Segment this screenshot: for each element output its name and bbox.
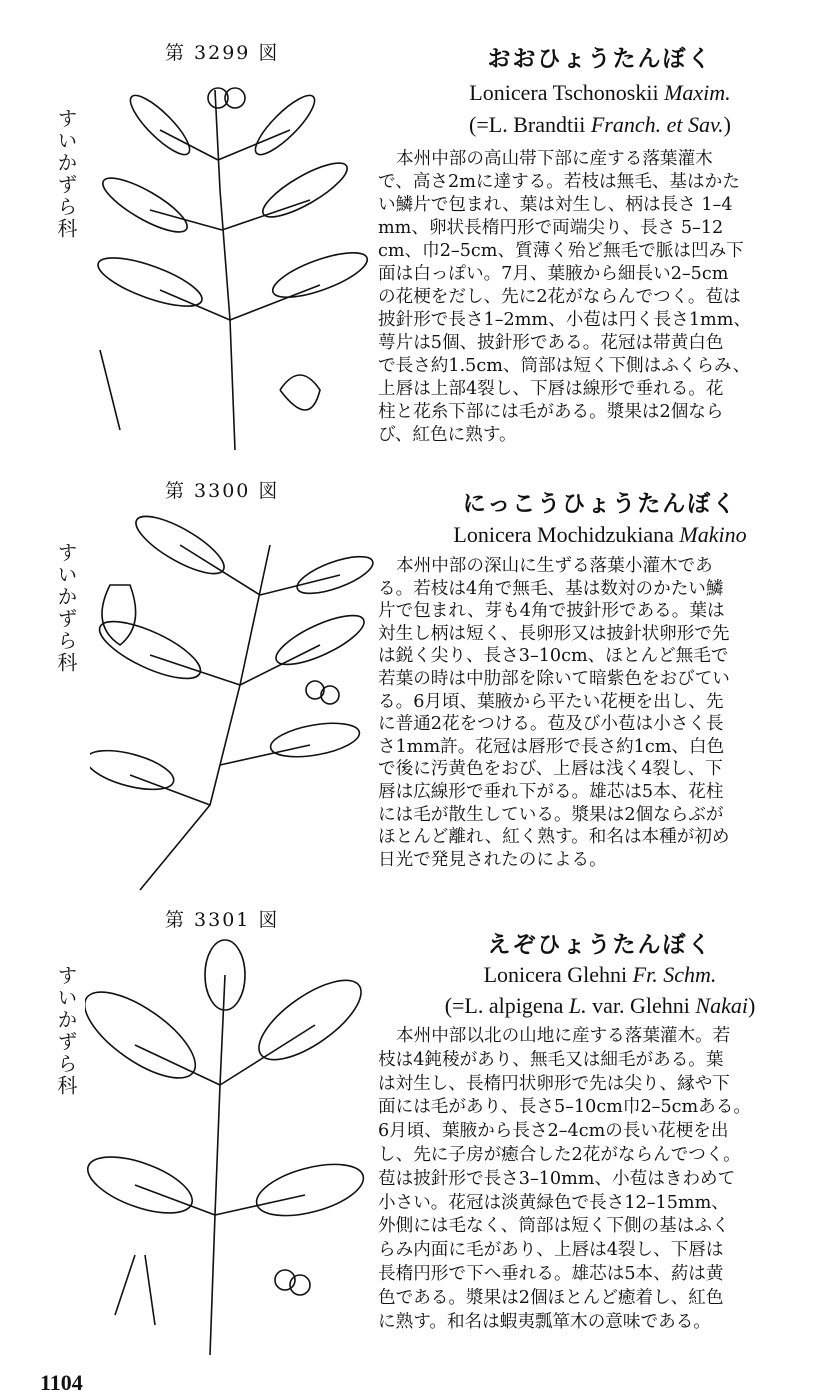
text-line: ほとんど離れ、紅く熟す。和名は本種が初め [378,827,730,848]
text-line: 枝は4鈍稜があり、無毛又は細毛がある。葉 [378,1049,724,1070]
synonym [370,993,830,1019]
synonym-suffix: ) [747,993,756,1018]
text-line: る。若枝は4角で無毛、基は数対のかたい鱗 [378,578,724,599]
family-label: すいかずら科 [54,108,78,240]
synonym-author: Franch. et Sav. [590,112,724,137]
figure-number: 第 3300 図 [165,480,280,502]
text-line: で長さ約1.5cm、筒部は短く下側はふくらみ、 [378,356,751,376]
genus-species: Lonicera Glehni [483,962,628,987]
synonym-name: (=L. Brandtii [469,112,586,137]
genus-species: Lonicera Tschonoskii [469,80,659,105]
text-line: 対生し柄は短く、長卵形又は披針状卵形で先 [378,623,730,644]
text-line: 本州中部の高山帯下部に産する落葉灌木 [396,149,713,169]
text-line: 本州中部の深山に生ずる落葉小灌木であ [396,556,713,576]
synonym-variety: var. Glehni [592,993,690,1018]
text-line: 6月頃、葉腋から長さ2–4cmの長い花梗を出 [378,1121,729,1142]
scientific-name [370,522,830,548]
family-label: すいかずら科 [54,542,78,674]
text-line: い鱗片で包まれ、葉は対生し、柄は長さ 1–4 [378,195,733,215]
text-line: は対生し、長楕円状卵形で先は尖り、縁や下 [378,1073,730,1094]
figure-number: 第 3299 図 [165,42,280,64]
scientific-name [370,80,830,106]
text-line: は鋭く尖り、長さ3–10cm、ほとんど無毛で [378,646,729,667]
author: Maxim. [664,80,731,105]
synonym-name: (=L. alpigena [444,993,564,1018]
description [378,1025,824,1334]
text-line: 日光で発見されたのによる。 [378,849,607,870]
text-line: 苞は披針形で長さ3–10mm、小苞はきわめて [378,1168,736,1189]
text-line: 外側には毛なく、筒部は短く下側の基はふく [378,1216,730,1237]
scientific-name [370,962,830,988]
text-line: び、紅色に熟す。 [378,425,517,445]
text-line: には毛が散生している。漿果は2個ならぶが [378,804,724,825]
author: Makino [679,522,747,547]
text-line: 面には毛があり、長さ5–10cm巾2–5cmある。 [378,1097,751,1118]
author: Fr. Schm. [632,962,717,987]
page-number: 1104 [40,1370,83,1395]
plant-illustration [85,935,375,1360]
family-label: すいかずら科 [54,965,78,1097]
plant-illustration [90,505,375,900]
text-line: 長楕円形で下へ垂れる。雄芯は5本、葯は黄 [378,1263,724,1284]
text-line: し、先に子房が癒合した2花がならんでつく。 [378,1144,741,1165]
plant-illustration [90,70,370,460]
text-line: 小さい。花冠は淡黄緑色で長さ12–15mm、 [378,1192,729,1213]
text-line: 片で包まれ、芽も4角で披針形である。葉は [378,601,725,622]
description [378,148,824,447]
description [378,555,824,871]
text-line: の花梗をだし、先に2花がならんでつく。苞は [378,287,741,307]
text-line: 色である。漿果は2個ほとんど癒着し、紅色 [378,1287,724,1308]
genus-species: Lonicera Mochidzukiana [453,522,674,547]
text-line: 萼片は5個、披針形である。花冠は帯黄白色 [378,333,724,353]
text-line: 柱と花糸下部には毛がある。漿果は2個なら [378,402,724,422]
text-line: に普通2花をつける。苞及び小苞は小さく長 [378,714,724,735]
japanese-name: にっこうひょうたんぼく [462,490,738,517]
synonym [370,112,830,138]
japanese-name: えぞひょうたんぼく [487,931,713,958]
synonym-author: L. [568,993,587,1018]
text-line: に熟す。和名は蝦夷瓢箪木の意味である。 [378,1311,711,1332]
text-line: 上唇は上部4裂し、下唇は線形で垂れる。花 [378,379,724,399]
text-line: cm、巾2–5cm、質薄く殆ど無毛で脈は凹み下 [378,241,744,261]
text-line: mm、卵状長楕円形で両端尖り、長さ 5–12 [378,218,724,238]
text-line: 披針形で長さ1–2mm、小苞は円く長さ1mm、 [378,310,752,330]
synonym-suffix: ) [723,112,731,137]
text-line: 面は白っぽい。7月、葉腋から細長い2–5cm [378,264,729,284]
text-line: さ1mm許。花冠は唇形で長さ約1cm、白色 [378,736,725,757]
text-line: らみ内面に毛があり、上唇は4裂し、下唇は [378,1240,724,1261]
text-line: で、高さ2mに達する。若枝は無毛、基はかた [378,172,740,192]
japanese-name: おおひょうたんぼく [487,45,713,72]
text-line: 唇は広線形で垂れ下がる。雄芯は5本、花柱 [378,781,724,802]
text-line: 若葉の時は中肋部を除いて暗紫色をおびてい [378,668,730,689]
figure-number: 第 3301 図 [165,909,280,931]
text-line: 本州中部以北の山地に産する落葉灌木。若 [396,1026,731,1046]
synonym-author: Nakai [695,993,748,1018]
text-line: る。6月頃、葉腋から平たい花梗を出し、先 [378,691,724,712]
text-line: で後に汚黄色をおび、上唇は浅く4裂し、下 [378,759,723,780]
